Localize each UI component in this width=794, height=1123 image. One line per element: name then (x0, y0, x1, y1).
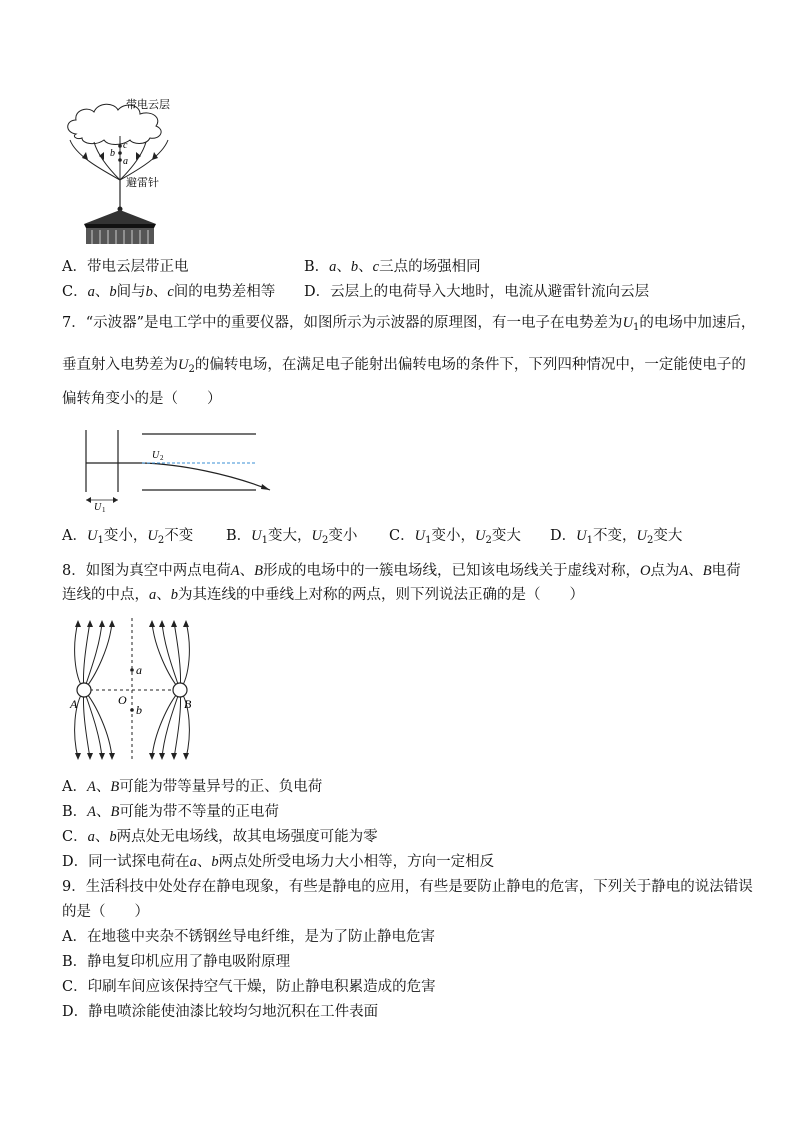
label-a: a (123, 156, 128, 167)
label-a-point: a (136, 663, 142, 677)
label-c: c (123, 140, 128, 151)
u1-label: U (94, 502, 102, 512)
label-charge-a: A (70, 697, 78, 711)
charge-b (173, 683, 187, 697)
lightning-rod-figure (62, 96, 182, 244)
q9-option-c: C．印刷车间应该保持空气干燥，防止静电积累造成的危害 (62, 979, 436, 995)
q9-option-b: B．静电复印机应用了静电吸附原理 (62, 954, 291, 970)
q9-stem-line1: 9．生活科技中处处存在静电现象，有些是静电的应用，有些是要防止静电的危害，下列关于静电的说法错误 (62, 879, 753, 895)
cloud-label: 带电云层 (126, 99, 170, 111)
label-charge-b: B (184, 697, 192, 711)
q7-stem-line1: 7．“示波器”是电工学中的重要仪器，如图所示为示波器的原理图，有一电子在电势差为$U_1$的电场中加速后， (62, 315, 756, 333)
q6-option-d: D．云层上的电荷导入大地时，电流从避雷针流向云层 (304, 284, 650, 300)
q8-option-b: B．A、B可能为带不等量的正电荷 (62, 804, 279, 820)
q9-stem-line2: 的是（ ） (62, 904, 149, 920)
q6-option-b: B．a、b、c三点的场强相同 (304, 259, 481, 275)
electric-field-figure (64, 616, 204, 764)
label-o: O (118, 693, 127, 707)
u2-sub: 2 (160, 454, 164, 462)
oscilloscope-figure (80, 426, 276, 512)
q7-option-d: D．$U_1$不变，$U_2$变大 (550, 528, 683, 546)
q6-option-c: C．a、b间与b、c间的电势差相等 (62, 284, 276, 300)
q9-option-a: A．在地毯中夹杂不锈钢丝导电纤维，是为了防止静电危害 (62, 929, 435, 945)
q8-option-c: C．a、b两点处无电场线，故其电场强度可能为零 (62, 829, 378, 845)
charge-a (77, 683, 91, 697)
building-roof (84, 210, 156, 244)
q7-option-a: A．$U_1$变小，$U_2$不变 (62, 528, 194, 546)
u1-sub: 1 (102, 506, 106, 512)
q8-option-a: A．A、B可能为带等量异号的正、负电荷 (62, 779, 323, 795)
q6-option-a: A．带电云层带正电 (62, 259, 189, 275)
q7-option-b: B．$U_1$变大，$U_2$变小 (226, 528, 358, 546)
q9-option-d: D．静电喷涂能使油漆比较均匀地沉积在工件表面 (62, 1004, 379, 1020)
q8-stem-line1: 8．如图为真空中两点电荷A、B形成的电场中的一簇电场线，已知该电场线关于虚线对称，O点为A、B电荷 (62, 563, 741, 579)
q7-option-c: C．$U_1$变小，$U_2$变大 (389, 528, 521, 546)
q7-stem-line2: 垂直射入电势差为$U_2$的偏转电场，在满足电子能射出偏转电场的条件下，下列四种情况中，一定能使电子的 (62, 357, 746, 375)
q8-stem-line2: 连线的中点，a、b为其连线的中垂线上对称的两点，则下列说法正确的是（ ） (62, 587, 584, 603)
u2-label: U (152, 450, 160, 461)
label-b: b (110, 148, 115, 159)
q7-stem-line3: 偏转角变小的是（ ） (62, 391, 222, 407)
label-b-point: b (136, 703, 142, 717)
q8-option-d: D．同一试探电荷在a、b两点处所受电场力大小相等，方向一定相反 (62, 854, 495, 870)
rod-label: 避雷针 (126, 177, 159, 189)
